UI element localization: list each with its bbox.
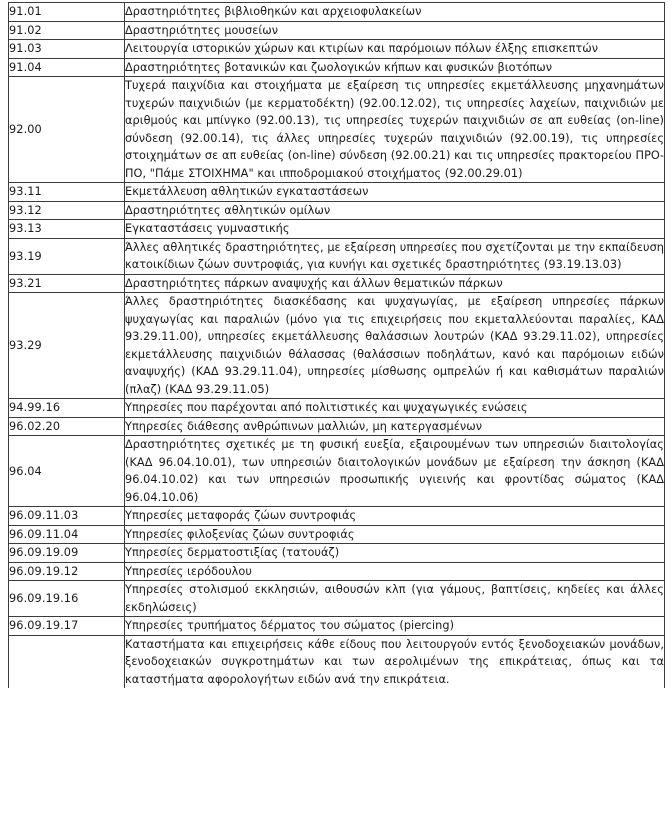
activity-code-cell xyxy=(9,635,125,688)
activity-code-table xyxy=(8,2,665,688)
activity-code-cell: 93.19 xyxy=(9,238,125,274)
activity-code-cell: 92.00 xyxy=(9,77,125,183)
activity-code-cell: 93.13 xyxy=(9,220,125,239)
activity-description-cell: Δραστηριότητες μουσείων xyxy=(125,21,665,40)
table-row xyxy=(9,183,665,202)
activity-description-cell: Δραστηριότητες πάρκων αναψυχής και άλλων θεματικών πάρκων xyxy=(125,274,665,293)
activity-description-text: Καταστήματα και επιχειρήσεις κάθε είδους που λειτουργούν εντός ξενοδοχειακών μονάδων, ξενοδοχειακών συγκροτημάτων και των αερολιμένων της επικράτειας, όπως και τα καταστήματα αφορολογήτων ειδών ανά την επικράτεια. xyxy=(125,637,664,686)
table-body xyxy=(9,3,665,689)
table-row xyxy=(9,58,665,77)
activity-code-cell: 94.99.16 xyxy=(9,399,125,418)
activity-code-cell: 93.11 xyxy=(9,183,125,202)
activity-code-cell: 96.09.11.04 xyxy=(9,525,125,544)
activity-description-cell: Υπηρεσίες που παρέχονται από πολιτιστικές και ψυχαγωγικές ενώσεις xyxy=(125,399,665,418)
activity-description-cell: Εγκαταστάσεις γυμναστικής xyxy=(125,220,665,239)
activity-description-cell xyxy=(125,635,665,688)
activity-description-text: Δραστηριότητες σχετικές με τη φυσική ευεξία, εξαιρουμένων των υπηρεσιών διαιτολογίας (ΚΑΔ 96.04.10.01), των υπηρεσιών διαιτολογικών μονάδων με εξαίρεση την άσκηση (ΚΑΔ 96.04.10.02) και των υπηρεσιών προσωπικής υγιεινής και φροντίδας σώματος (ΚΑΔ 96.04.10.06) xyxy=(125,438,664,504)
table-row xyxy=(9,77,665,183)
activity-description-text: Υπηρεσίες στολισμού εκκλησιών, αιθουσών κλπ (για γάμους, βαπτίσεις, κηδείες και άλλες εκδηλώσεις) xyxy=(125,583,664,614)
activity-code-cell: 91.01 xyxy=(9,3,125,22)
activity-description-cell: Υπηρεσίες τρυπήματος δέρματος του σώματος (piercing) xyxy=(125,617,665,636)
table-row xyxy=(9,3,665,22)
activity-description-cell xyxy=(125,436,665,507)
table-row xyxy=(9,525,665,544)
activity-description-cell xyxy=(125,581,665,617)
table-row xyxy=(9,40,665,59)
activity-description-text: Τυχερά παιχνίδια και στοιχήματα με εξαίρεση τις υπηρεσίες εκμετάλλευσης μηχανημάτων τυχερών παιχνιδιών (με κερματοδέκτη) (92.00.12.02), τις υπηρεσίες λαχείων, παιχνιδιών με αριθμούς και μπίνγκο (92.00.13), τις υπηρεσίες τυχερών παιχνιδιών σε απ ευθείας (on-line) σύνδεση (92.00.14), τις άλλες υπηρεσίες τυχερών παιχνιδιών (92.00.19), τις υπηρεσίες στοιχημάτων σε απ ευθείας (on-line) σύνδεση (92.00.21) και τις υπηρεσίες πρακτορείου ΠΡΟ-ΠΟ, "Πάμε ΣΤΟΙΧΗΜΑ" και ιπποδρομιακού στοιχήματος (92.00.29.01) xyxy=(125,79,664,180)
activity-code-cell: 96.04 xyxy=(9,436,125,507)
table-row xyxy=(9,581,665,617)
activity-description-text: Άλλες δραστηριότητες διασκέδασης και ψυχαγωγίας, με εξαίρεση υπηρεσίες πάρκων ψυχαγωγίας και παραλιών (μόνο για τις επιχειρήσεις που εκμεταλλεύονται παραλίες, ΚΑΔ 93.29.11.00), υπηρεσίες εκμετάλλευσης θαλάσσιων λουτρών (ΚΑΔ 93.29.11.02), υπηρεσίες εκμετάλλευσης παιχνιδιών θάλασσας (θαλάσσιων ποδηλάτων, κανό και παρόμοιων ειδών αναψυχής) (ΚΑΔ 93.29.11.04), υπηρεσίες μίσθωσης ομπρελών ή και καθισμάτων παραλιών (πλαζ) (ΚΑΔ 93.29.11.05) xyxy=(125,295,664,396)
activity-code-cell: 96.09.19.09 xyxy=(9,544,125,563)
activity-code-cell: 93.12 xyxy=(9,201,125,220)
activity-code-cell: 91.03 xyxy=(9,40,125,59)
activity-code-cell: 96.09.19.16 xyxy=(9,581,125,617)
activity-description-cell xyxy=(125,293,665,399)
activity-description-cell: Υπηρεσίες ιερόδουλου xyxy=(125,562,665,581)
activity-description-cell: Δραστηριότητες βοτανικών και ζωολογικών κήπων και φυσικών βιοτόπων xyxy=(125,58,665,77)
table-row xyxy=(9,220,665,239)
table-row xyxy=(9,417,665,436)
table-row xyxy=(9,436,665,507)
table-row xyxy=(9,293,665,399)
activity-description-cell: Υπηρεσίες μεταφοράς ζώων συντροφιάς xyxy=(125,507,665,526)
table-row xyxy=(9,635,665,688)
activity-description-cell: Εκμετάλλευση αθλητικών εγκαταστάσεων xyxy=(125,183,665,202)
activity-code-cell: 91.04 xyxy=(9,58,125,77)
table-row xyxy=(9,21,665,40)
activity-code-cell: 96.09.19.12 xyxy=(9,562,125,581)
activity-description-cell xyxy=(125,238,665,274)
activity-description-cell: Δραστηριότητες βιβλιοθηκών και αρχειοφυλακείων xyxy=(125,3,665,22)
activity-code-cell: 93.29 xyxy=(9,293,125,399)
table-row xyxy=(9,562,665,581)
activity-description-cell: Υπηρεσίες διάθεσης ανθρώπινων μαλλιών, μη κατεργασμένων xyxy=(125,417,665,436)
activity-code-cell: 91.02 xyxy=(9,21,125,40)
activity-code-cell: 96.02.20 xyxy=(9,417,125,436)
activity-code-cell: 96.09.19.17 xyxy=(9,617,125,636)
activity-description-text: Άλλες αθλητικές δραστηριότητες, με εξαίρεση υπηρεσίες που σχετίζονται με την εκπαίδευση κατοικίδιων ζώων συντροφιάς, για κυνήγι και σχετικές δραστηριότητες (93.19.13.03) xyxy=(125,240,664,271)
table-row xyxy=(9,507,665,526)
activity-code-cell: 93.21 xyxy=(9,274,125,293)
activity-description-cell: Δραστηριότητες αθλητικών ομίλων xyxy=(125,201,665,220)
table-row xyxy=(9,238,665,274)
table-row xyxy=(9,399,665,418)
table-row xyxy=(9,544,665,563)
activity-description-cell xyxy=(125,77,665,183)
activity-description-cell: Υπηρεσίες δερματοστιξίας (τατουάζ) xyxy=(125,544,665,563)
table-row xyxy=(9,201,665,220)
table-row xyxy=(9,617,665,636)
activity-code-cell: 96.09.11.03 xyxy=(9,507,125,526)
activity-description-cell: Υπηρεσίες φιλοξενίας ζώων συντροφιάς xyxy=(125,525,665,544)
table-row xyxy=(9,274,665,293)
activity-description-cell: Λειτουργία ιστορικών χώρων και κτιρίων και παρόμοιων πόλων έλξης επισκεπτών xyxy=(125,40,665,59)
